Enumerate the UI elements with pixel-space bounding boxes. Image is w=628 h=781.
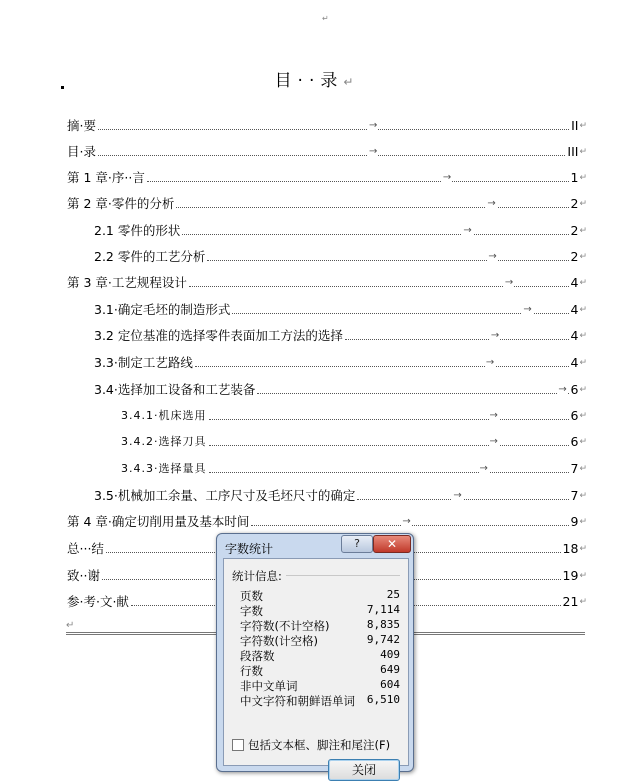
toc-entry-label: 2.2 零件的工艺分析: [94, 249, 206, 264]
toc-entry[interactable]: [67, 142, 587, 160]
toc-entry-label: 3.3·制定工艺路线: [94, 355, 193, 370]
tab-arrow-icon: →: [368, 118, 378, 134]
stat-row: [240, 678, 400, 693]
toc-entry-page: 4: [570, 302, 579, 317]
stat-value: 9,742: [366, 633, 400, 646]
word-count-dialog: [216, 533, 414, 777]
toc-entry-page: 7: [570, 488, 579, 503]
dot-leader: [257, 384, 568, 395]
toc-entry-label: 参·考·文·献: [67, 594, 129, 609]
paragraph-mark: ↵: [579, 305, 587, 315]
toc-entry-label: 总···结: [67, 541, 104, 556]
toc-entry[interactable]: [94, 300, 587, 318]
toc-entry[interactable]: [67, 512, 587, 530]
tab-arrow-icon: →: [452, 488, 462, 504]
paragraph-mark: ↵: [579, 226, 587, 236]
title-paragraph-mark: ↵: [343, 75, 354, 89]
dot-leader: [189, 277, 569, 288]
paragraph-mark: ↵: [579, 517, 587, 527]
stat-value: 604: [380, 678, 400, 691]
end-paragraph-mark: ↵: [66, 620, 75, 631]
toc-entry-page: 2: [570, 196, 579, 211]
toc-entry-page: 2: [570, 223, 579, 238]
help-button[interactable]: ?: [341, 535, 373, 553]
toc-entry-label: 3.5·机械加工余量、工序尺寸及毛坯尺寸的确定: [94, 488, 356, 503]
tab-arrow-icon: →: [462, 223, 472, 239]
stat-value: 409: [380, 648, 400, 661]
stat-row: [240, 618, 400, 633]
paragraph-mark: ↵: [579, 199, 587, 209]
stat-label: 字符数(计空格): [240, 634, 318, 648]
toc-entry[interactable]: [67, 168, 587, 186]
toc-entry-page: 6: [570, 408, 579, 423]
toc-entry-page: 21: [562, 594, 579, 609]
stat-row: [240, 633, 400, 648]
tab-arrow-icon: →: [487, 249, 497, 265]
stat-row: [240, 693, 400, 708]
dot-leader: [98, 120, 569, 131]
toc-entry[interactable]: [121, 459, 587, 477]
stat-value: 7,114: [366, 603, 400, 616]
stat-label: 行数: [240, 664, 263, 678]
toc-entry-label: 3.4.2·选择刀具: [121, 435, 207, 448]
stat-label: 字符数(不计空格): [240, 619, 330, 633]
tab-arrow-icon: →: [522, 302, 532, 318]
toc-entry-label: 第 3 章·工艺规程设计: [67, 275, 187, 290]
paragraph-mark: ↵: [579, 544, 587, 554]
stat-value: 649: [380, 663, 400, 676]
stat-label: 页数: [240, 589, 263, 603]
toc-entry-page: 7: [570, 461, 579, 476]
stat-label: 段落数: [240, 649, 275, 663]
include-textboxes-checkbox[interactable]: [232, 739, 244, 751]
dot-leader: [209, 463, 569, 474]
toc-entry-label: 3.2 定位基准的选择零件表面加工方法的选择: [94, 328, 343, 343]
paragraph-mark: ↵: [322, 14, 329, 23]
tab-arrow-icon: →: [486, 196, 496, 212]
toc-entry-label: 第 2 章·零件的分析: [67, 196, 175, 211]
stat-label: 非中文单词: [240, 679, 298, 693]
stat-row: [240, 603, 400, 618]
toc-entry-label: 第 4 章·确定切削用量及基本时间: [67, 514, 250, 529]
toc-entry-page: 6: [570, 434, 579, 449]
dot-leader: [209, 436, 569, 447]
toc-entry-label: 3.1·确定毛坯的制造形式: [94, 302, 231, 317]
toc-title: [0, 66, 628, 91]
toc-entry[interactable]: [94, 247, 587, 265]
dot-leader: [176, 198, 568, 209]
toc-entry-label: 目·录: [67, 144, 96, 159]
dot-leader: [147, 172, 569, 183]
toc-entry-page: III: [567, 144, 579, 159]
toc-entry-page: 9: [570, 514, 579, 529]
toc-entry-label: 第 1 章·序··言: [67, 170, 145, 185]
paragraph-mark: ↵: [579, 385, 587, 395]
dot-leader: [207, 251, 568, 262]
tab-arrow-icon: →: [401, 514, 411, 530]
toc-entry-page: 6: [570, 382, 579, 397]
toc-entry[interactable]: [67, 194, 587, 212]
include-textboxes-label: 包括文本框、脚注和尾注(F): [248, 738, 391, 752]
close-x-button[interactable]: ✕: [373, 535, 411, 553]
toc-entry[interactable]: [67, 273, 587, 291]
dot-leader: [232, 304, 568, 315]
toc-entry-page: II: [571, 118, 579, 133]
paragraph-bullet-icon: [61, 86, 64, 89]
toc-entry[interactable]: [94, 326, 587, 344]
toc-entry[interactable]: [94, 380, 587, 398]
tab-arrow-icon: →: [489, 408, 499, 424]
stat-label: 字数: [240, 604, 263, 618]
paragraph-mark: ↵: [579, 173, 587, 183]
paragraph-mark: ↵: [579, 597, 587, 607]
paragraph-mark: ↵: [579, 437, 587, 447]
stats-separator: [286, 575, 400, 576]
paragraph-mark: ↵: [579, 121, 587, 131]
toc-entry-page: 1: [570, 170, 579, 185]
paragraph-mark: ↵: [579, 147, 587, 157]
stat-row: [240, 663, 400, 678]
paragraph-mark: ↵: [579, 571, 587, 581]
dot-leader: [182, 225, 568, 236]
stat-value: 8,835: [366, 618, 400, 631]
dot-leader: [251, 516, 568, 527]
stat-value: 25: [386, 588, 400, 601]
toc-entry[interactable]: [121, 406, 587, 424]
toc-entry-page: 19: [562, 568, 579, 583]
dot-leader: [345, 330, 569, 341]
toc-entry[interactable]: [67, 116, 587, 134]
tab-arrow-icon: →: [490, 328, 500, 344]
stat-label: 中文字符和朝鲜语单词: [240, 694, 355, 708]
toc-title-text: 目··录: [274, 71, 344, 91]
toc-entry-page: 18: [562, 541, 579, 556]
tab-arrow-icon: →: [485, 355, 495, 371]
close-button[interactable]: 关闭: [328, 759, 400, 781]
tab-arrow-icon: →: [557, 382, 567, 398]
tab-arrow-icon: →: [479, 461, 489, 477]
toc-entry-page: 4: [570, 355, 579, 370]
toc-entry-page: 2: [570, 249, 579, 264]
toc-entry-label: 致··谢: [67, 568, 100, 583]
paragraph-mark: ↵: [579, 331, 587, 341]
paragraph-mark: ↵: [579, 278, 587, 288]
paragraph-mark: ↵: [579, 252, 587, 262]
toc-entry-page: 4: [570, 275, 579, 290]
paragraph-mark: ↵: [579, 358, 587, 368]
tab-arrow-icon: →: [442, 170, 452, 186]
paragraph-mark: ↵: [579, 411, 587, 421]
dot-leader: [195, 357, 569, 368]
dot-leader: [98, 146, 565, 157]
toc-entry-label: 2.1 零件的形状: [94, 223, 181, 238]
toc-entry-label: 3.4.3·选择量具: [121, 462, 207, 475]
paragraph-mark: ↵: [579, 491, 587, 501]
dot-leader: [209, 410, 569, 421]
toc-entry[interactable]: [94, 486, 587, 504]
toc-entry[interactable]: [121, 432, 587, 450]
stats-section-label: 统计信息:: [232, 569, 282, 583]
stat-row: [240, 588, 400, 603]
include-textboxes-option[interactable]: [232, 737, 390, 753]
tab-arrow-icon: →: [368, 144, 378, 160]
toc-entry-label: 3.4.1·机床选用: [121, 409, 207, 422]
toc-entry-page: 4: [570, 328, 579, 343]
dialog-body: [223, 558, 409, 777]
dot-leader: [357, 490, 568, 501]
paragraph-mark: ↵: [579, 464, 587, 474]
toc-entry[interactable]: [94, 353, 587, 371]
toc-entry[interactable]: [94, 221, 587, 239]
dialog-title: 字数统计: [225, 542, 274, 556]
stat-value: 6,510: [366, 693, 400, 706]
stat-row: [240, 648, 400, 663]
toc-entry-label: 3.4·选择加工设备和工艺装备: [94, 382, 256, 397]
tab-arrow-icon: →: [504, 275, 514, 291]
toc-entry-label: 摘·要: [67, 118, 96, 133]
tab-arrow-icon: →: [489, 434, 499, 450]
